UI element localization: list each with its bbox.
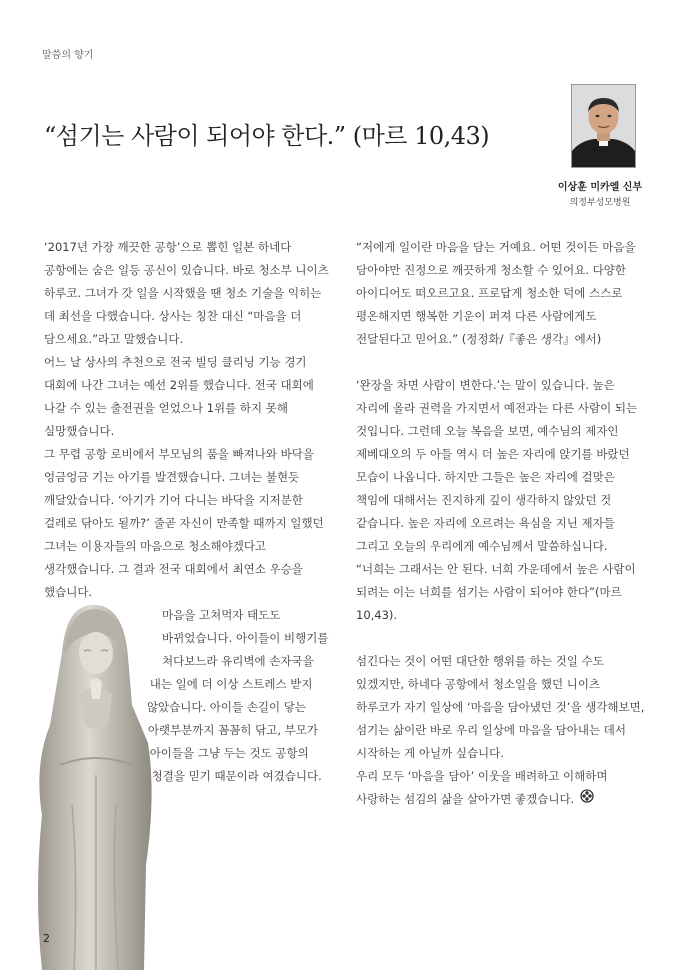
closing-paragraph bbox=[356, 765, 646, 811]
priest-portrait-icon bbox=[572, 85, 635, 167]
page-title: “섬기는 사람이 되어야 한다.” (마르 10,43) bbox=[44, 122, 490, 150]
paragraph: 어느 날 상사의 추천으로 전국 빌딩 클리닝 기능 경기 대회에 나간 그녀는 예선 2위를 했습니다. 전국 대회에 나갈 수 있는 출전권을 얻었으나 1위를 하지 못해 실망했습니다. bbox=[44, 355, 314, 438]
paragraph: “저에게 일이란 마음을 담는 거예요. 어떤 것이든 마음을 담아야만 진정으로 깨끗하게 청소할 수 있어요. 다양한 아이디어도 떠오르고요. 프로답게 청소한 덕에 스스로 평온해지면 행복한 기운이 퍼져 다른 사람에게도 전달된다고 믿어요.” (정정화/『좋은 생각』에서) bbox=[356, 240, 636, 346]
paragraph: ‘2017년 가장 깨끗한 공항’으로 뽑힌 일본 하네다 공항에는 숨은 일등 공신이 있습니다. 바로 청소부 니이츠 하루코. 그녀가 갓 일을 시작했을 땐 청소 기술을 익히는 데 최선을 다했습니다. 상사는 칭찬 대신 “마음을 더 담으세요.”라고 말했습니다. bbox=[44, 240, 329, 346]
author-photo bbox=[571, 84, 636, 168]
paragraph: 섬긴다는 것이 어떤 대단한 행위를 하는 것일 수도 있겠지만, 하네다 공항에서 청소일을 했던 니이츠 하루코가 자기 일상에 ‘마음을 담아냈던 것’을 생각해보면, 섬기는 삶이란 바로 우리 일상에 마음을 담아내는 데서 시작하는 게 아닐까 싶습니다. bbox=[356, 654, 645, 760]
author-info bbox=[540, 178, 660, 208]
author-org: 의정부성모병원 bbox=[569, 198, 631, 208]
page-number: 2 bbox=[43, 932, 50, 945]
author-name: 이상훈 미카엘 신부 bbox=[557, 182, 643, 193]
praying-madonna-statue-icon bbox=[20, 575, 170, 970]
paragraph-text: 우리 모두 ‘마음을 담아’ 이웃을 배려하고 이해하며 사랑하는 섬김의 삶을 살아가면 좋겠습니다. bbox=[356, 769, 608, 806]
paragraph: 마음을 고쳐먹자 태도도 바뀌었습니다. 아이들이 비행기를 쳐다보느라 유리벽에 손자국을 내는 일에 더 이상 스트레스 받지 않았습니다. 아이들 손길이 닿는 아랫부분까지 꼼꼼히 닦고, 부모가 아이들을 그냥 두는 것도 공항의 청결을 믿기 때문이라 여겼습니다. bbox=[146, 608, 329, 783]
paragraph: 그 무렵 공항 로비에서 부모님의 품을 빠져나와 바닥을 엉금엉금 기는 아기를 발견했습니다. 그녀는 불현듯 깨달았습니다. ‘아기가 기어 다니는 바닥을 지저분한 걸레로 닦아도 될까?’ 줄곧 자신이 만족할 때까지 일했던 그녀는 이용자들의 마음으로 청소해야겠다고 생각했습니다. 그 결과 전국 대회에서 최연소 우승을 했습니다. bbox=[44, 447, 324, 599]
section-label: 말씀의 향기 bbox=[42, 50, 94, 61]
paragraph: ‘완장을 차면 사람이 변한다.’는 말이 있습니다. 높은 자리에 올라 권력을 가지면서 예전과는 다른 사람이 되는 것입니다. 그런데 오늘 복음을 보면, 예수님의 제자인 제베대오의 두 아들 역시 더 높은 자리에 앉기를 바랐던 모습이 나옵니다. 하지만 그들은 높은 자리에 걸맞은 책임에 대해서는 진지하게 깊이 생각하지 않았던 것 같습니다. 높은 자리에 오르려는 욕심을 지닌 제자들 그리고 오늘의 우리에게 예수님께서 말씀하십니다. “너희는 그래서는 안 된다. 너희 가운데에서 높은 사람이 되려는 이는 너희를 섬기는 사람이 되어야 한다”(마르 10,43). bbox=[356, 378, 638, 622]
flower-icon bbox=[580, 788, 594, 811]
article-right-column bbox=[356, 236, 646, 811]
